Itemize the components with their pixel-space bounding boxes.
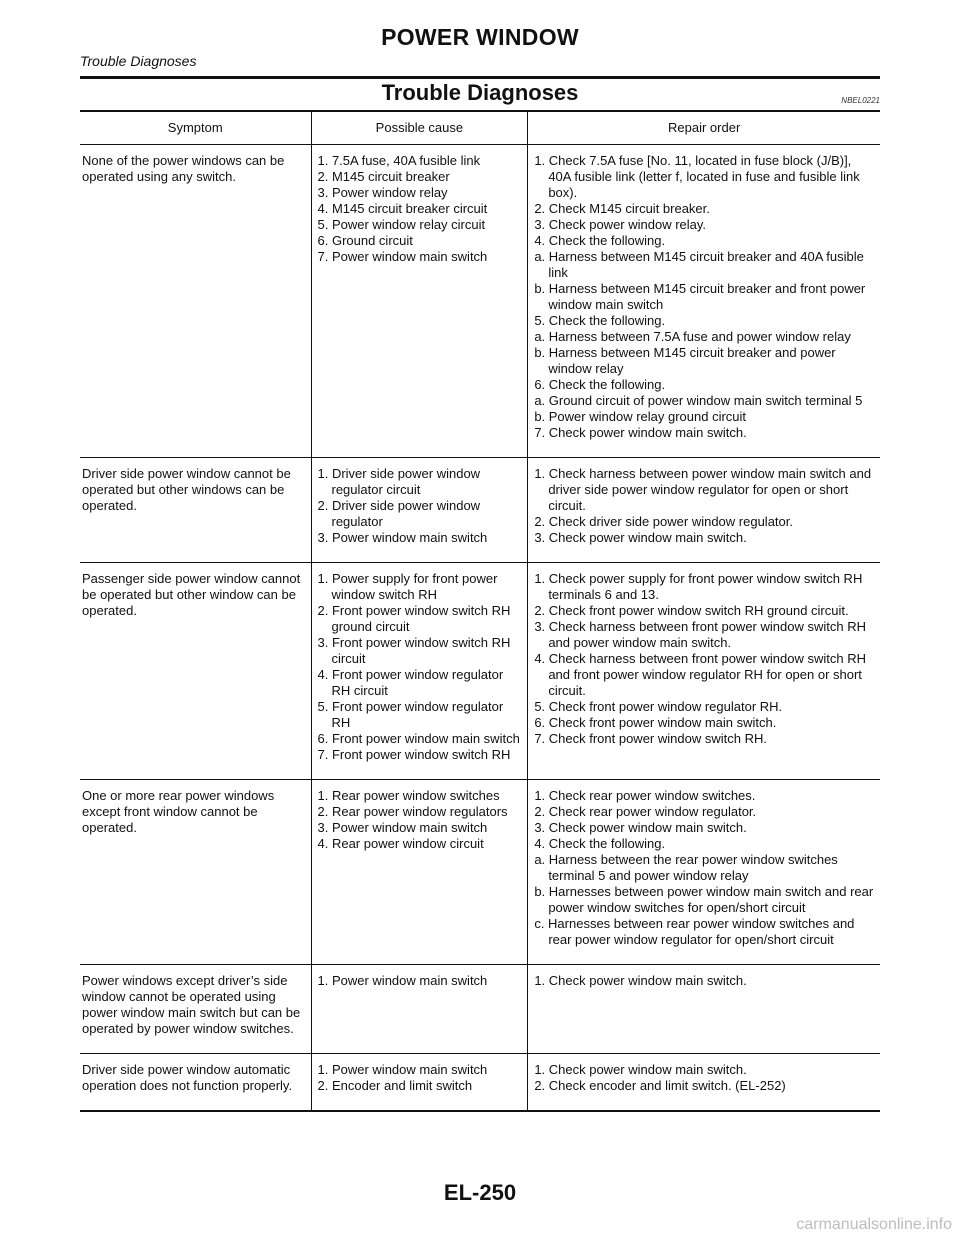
repair-step: b. Harnesses between power window main switch and rear power window switches for open/short circuit [534,884,874,915]
repair-step: 1. Check harness between power window main switch and driver side power window regulator for open or short circuit. [534,466,872,513]
cause-cell [311,965,528,1054]
page-header [80,24,880,69]
cause-item: 1. 7.5A fuse, 40A fusible link [317,153,481,168]
diagnosis-table [80,112,880,1112]
cause-item: 2. Driver side power window regulator [317,498,481,529]
repair-step: 1. Check rear power window switches. [534,788,756,803]
table-row [80,1054,880,1112]
table-row [80,458,880,563]
table-row [80,563,880,780]
watermark: carmanualsonline.info [796,1216,952,1233]
repair-step: 7. Check front power window switch RH. [534,731,767,746]
repair-cell [528,458,880,563]
repair-cell [528,145,880,458]
repair-step: 2. Check front power window switch RH ground circuit. [534,603,849,618]
cause-item: 7. Power window main switch [317,249,488,264]
cause-cell [311,563,528,780]
repair-cell [528,1054,880,1112]
repair-step: 3. Check harness between front power window switch RH and power window main switch. [534,619,866,650]
cause-item: 6. Front power window main switch [317,731,520,746]
repair-step: 6. Check the following. [534,377,666,392]
column-header-repair: Repair order [528,112,880,145]
cause-cell [311,1054,528,1112]
table-row [80,145,880,458]
symptom-cell: Power windows except driver’s side window cannot be operated using power window main switch but can be operated by power window switches. [80,965,311,1054]
document-title: POWER WINDOW [381,24,579,50]
cause-item: 4. M145 circuit breaker circuit [317,201,488,216]
repair-cell [528,965,880,1054]
page-number: EL-250 [443,1180,517,1205]
repair-step: 3. Check power window relay. [534,217,707,232]
cause-item: 1. Driver side power window regulator circuit [317,466,481,497]
cause-item: 2. M145 circuit breaker [317,169,450,184]
repair-step: a. Harness between M145 circuit breaker and 40A fusible link [534,249,864,280]
repair-cell [528,563,880,780]
cause-cell [311,145,528,458]
document-subtitle: Trouble Diagnoses [80,53,197,69]
cause-item: 4. Front power window regulator RH circuit [317,667,504,698]
repair-step: 5. Check the following. [534,313,666,328]
column-header-cause: Possible cause [311,112,528,145]
cause-item: 6. Ground circuit [317,233,413,248]
header-rule [80,76,880,79]
cause-item: 5. Front power window regulator RH [317,699,504,730]
cause-cell [311,458,528,563]
repair-step: 1. Check power window main switch. [534,1062,747,1077]
cause-item: 1. Power window main switch [317,1062,488,1077]
table-header-row [80,112,880,145]
table-row [80,965,880,1054]
cause-item: 1. Rear power window switches [317,788,500,803]
cause-item: 1. Power supply for front power window switch RH [317,571,498,602]
cause-item: 5. Power window relay circuit [317,217,486,232]
repair-step: 3. Check power window main switch. [534,530,747,545]
repair-step: 4. Check the following. [534,836,666,851]
table-body [80,145,880,1112]
cause-item: 1. Power window main switch [317,973,488,988]
repair-step: 2. Check encoder and limit switch. (EL-252) [534,1078,786,1093]
repair-step: 2. Check M145 circuit breaker. [534,201,710,216]
cause-item: 3. Power window main switch [317,820,488,835]
symptom-cell: One or more rear power windows except front window cannot be operated. [80,780,311,965]
repair-step: b. Harness between M145 circuit breaker and power window relay [534,345,836,376]
cause-item: 2. Encoder and limit switch [317,1078,473,1093]
repair-step: 1. Check 7.5A fuse [No. 11, located in fuse block (J/B)], 40A fusible link (letter f, located in fuse and fusible link box). [534,153,860,200]
repair-step: 6. Check front power window main switch. [534,715,777,730]
symptom-cell: Driver side power window automatic operation does not function properly. [80,1054,311,1112]
repair-step: 4. Check harness between front power window switch RH and front power window regulator RH for open or short circuit. [534,651,866,698]
repair-step: 1. Check power supply for front power window switch RH terminals 6 and 13. [534,571,863,602]
repair-step: 2. Check driver side power window regulator. [534,514,793,529]
table-row [80,780,880,965]
repair-step: 4. Check the following. [534,233,666,248]
repair-step: 2. Check rear power window regulator. [534,804,757,819]
repair-step: a. Harness between 7.5A fuse and power window relay [534,329,851,344]
cause-item: 2. Front power window switch RH ground circuit [317,603,511,634]
cause-item: 3. Front power window switch RH circuit [317,635,511,666]
section-title: Trouble Diagnoses [381,80,579,105]
cause-item: 4. Rear power window circuit [317,836,484,851]
repair-step: 7. Check power window main switch. [534,425,747,440]
cause-item: 7. Front power window switch RH [317,747,511,762]
cause-item: 3. Power window main switch [317,530,488,545]
symptom-cell: Passenger side power window cannot be operated but other window can be operated. [80,563,311,780]
repair-step: b. Harness between M145 circuit breaker and front power window main switch [534,281,866,312]
symptom-cell: None of the power windows can be operated using any switch. [80,145,311,458]
symptom-cell: Driver side power window cannot be operated but other windows can be operated. [80,458,311,563]
cause-cell [311,780,528,965]
cause-item: 2. Rear power window regulators [317,804,508,819]
repair-step: a. Harness between the rear power window switches terminal 5 and power window relay [534,852,838,883]
column-header-symptom: Symptom [80,112,311,145]
repair-step: b. Power window relay ground circuit [534,409,747,424]
repair-step: 3. Check power window main switch. [534,820,747,835]
repair-step: 1. Check power window main switch. [534,973,747,988]
repair-step: c. Harnesses between rear power window switches and rear power window regulator for open/short circuit [534,916,855,947]
section-code: NBEL0221 [841,96,880,105]
repair-step: a. Ground circuit of power window main switch terminal 5 [534,393,863,408]
repair-step: 5. Check front power window regulator RH. [534,699,783,714]
cause-item: 3. Power window relay [317,185,448,200]
repair-cell [528,780,880,965]
